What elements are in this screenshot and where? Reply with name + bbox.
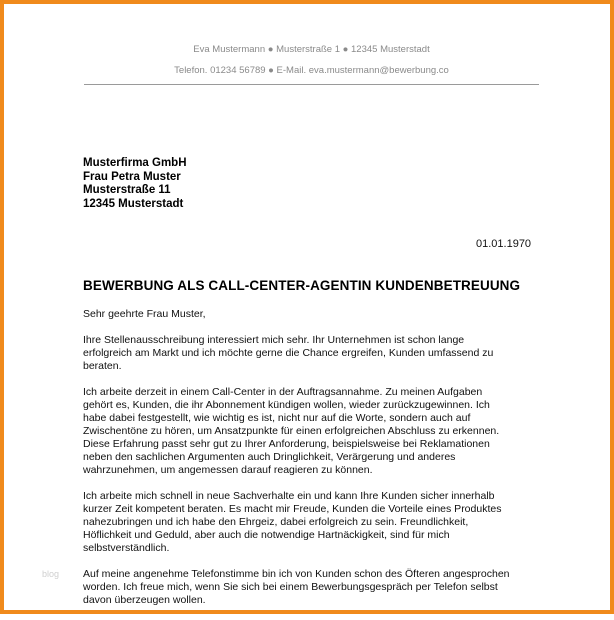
recipient-company: Musterfirma GmbH (83, 157, 187, 169)
recipient-city: 12345 Musterstadt (83, 197, 184, 210)
paragraph-4: Auf meine angenehme Telefonstimme bin ich von Kunden schon des Öfteren angesprochen worden. Ich freue mich, wenn Sie sich bei einem Bewerbungsgespräch per Telefon selbst davon überzeugen wollen. (83, 568, 510, 606)
paragraph-1: Ihre Stellenausschreibung interessiert mich sehr. Ihr Unternehmen ist schon lange erfolgreich am Markt und ich möchte gerne die Chance ergreifen, Kunden umfassend zu beraten. (83, 334, 494, 372)
sender-contact: Telefon. 01234 56789 ● E-Mail. eva.mustermann@bewerbung.co (174, 65, 449, 76)
recipient-address (83, 157, 187, 211)
recipient-street: Musterstraße 11 (83, 184, 171, 196)
paragraph-3: Ich arbeite mich schnell in neue Sachverhalte ein und kann Ihre Kunden sicher innerhalb kurzer Zeit kompetent beraten. Es macht mir Freude, Kunden die Vorteile eines Produktes nahezubringen und ich habe den Ehrgeiz, dabei erfolgreich zu sein. Freundlichkeit, Höflichkeit und Geduld, aber auch die notwendige Hartnäckigkeit, sind für mich selbstverständlich. (83, 490, 502, 554)
paragraph-2: Ich arbeite derzeit in einem Call-Center in der Auftragsannahme. Zu meinen Aufgaben gehört es, Kunden, die ihr Abonnement kündigen wollen, wieder zurückzugewinnen. Ich habe dabei festgestellt, wie wichtig es ist, nicht nur auf die Worte, sondern auch auf Zwischentöne zu hören, um Ansatzpunkte für einen erfolgreichen Abschluss zu erkennen. Diese Erfahrung passt sehr gut zu Ihrer Anforderung, beispielsweise bei Reklamationen neben den sachlichen Argumenten auch Dringlichkeit, Verärgerung und anderes wahrzunehmen, um angemessen darauf reagieren zu können. (83, 386, 500, 476)
header-divider (84, 84, 539, 85)
letter-body (83, 308, 543, 620)
watermark-text: blog (42, 569, 60, 579)
sender-address: Eva Mustermann ● Musterstraße 1 ● 12345 Musterstadt (193, 44, 430, 55)
letter-subject: BEWERBUNG ALS CALL-CENTER-AGENTIN KUNDENBETREUUNG (83, 278, 521, 293)
recipient-name: Frau Petra Muster (83, 170, 181, 183)
letter-date: 01.01.1970 (476, 238, 532, 250)
salutation: Sehr geehrte Frau Muster, (83, 308, 206, 320)
